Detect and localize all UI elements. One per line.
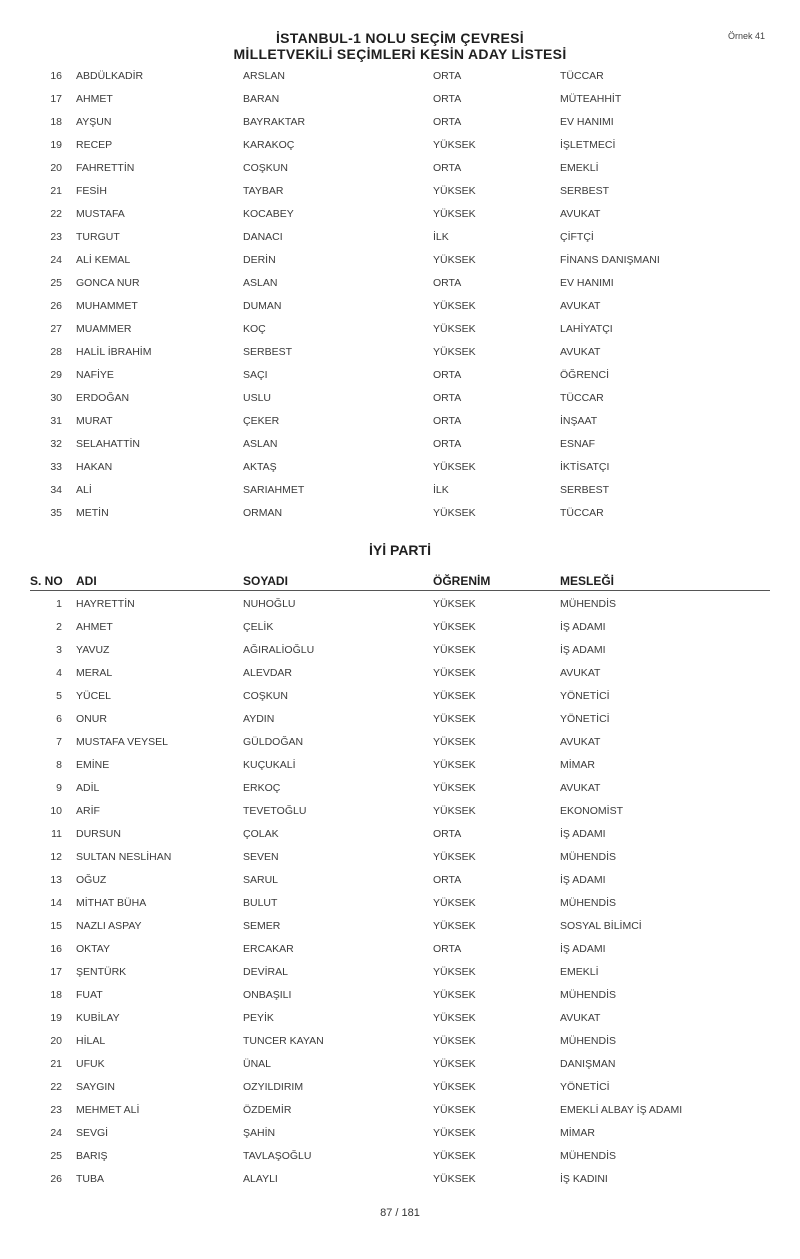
last-name: NUHOĞLU <box>243 598 296 610</box>
occupation: TÜCCAR <box>560 507 604 519</box>
row-number: 7 <box>56 736 62 748</box>
table-row <box>0 617 800 640</box>
row-number: 26 <box>50 300 62 312</box>
candidate-list-1 <box>0 66 800 526</box>
last-name: TUNCER KAYAN <box>243 1035 324 1047</box>
first-name: ADİL <box>76 782 100 794</box>
row-number: 23 <box>50 231 62 243</box>
education: YÜKSEK <box>433 1012 476 1024</box>
page-title-line2: MİLLETVEKİLİ SEÇİMLERİ KESİN ADAY LİSTESİ <box>233 46 567 62</box>
occupation: YÖNETİCİ <box>560 690 610 702</box>
occupation: İŞLETMECİ <box>560 139 616 151</box>
education: YÜKSEK <box>433 461 476 473</box>
first-name: AHMET <box>76 621 113 633</box>
first-name: SELAHATTİN <box>76 438 140 450</box>
last-name: ERKOÇ <box>243 782 281 794</box>
column-header-no: S. NO <box>30 574 63 588</box>
row-number: 33 <box>50 461 62 473</box>
first-name: HALİL İBRAHİM <box>76 346 152 358</box>
last-name: SEVEN <box>243 851 279 863</box>
occupation: YÖNETİCİ <box>560 713 610 725</box>
last-name: ÜNAL <box>243 1058 272 1070</box>
row-number: 14 <box>50 897 62 909</box>
first-name: ERDOĞAN <box>76 392 130 404</box>
occupation: MÜHENDİS <box>560 989 617 1001</box>
first-name: ALİ KEMAL <box>76 254 131 266</box>
occupation: İŞ ADAMI <box>560 943 606 955</box>
education: YÜKSEK <box>433 690 476 702</box>
occupation: MÜHENDİS <box>560 1035 617 1047</box>
occupation: İŞ ADAMI <box>560 644 606 656</box>
page-title-line1: İSTANBUL-1 NOLU SEÇİM ÇEVRESİ <box>275 30 524 46</box>
last-name: KOÇ <box>243 323 266 335</box>
table-row <box>0 870 800 893</box>
row-number: 17 <box>50 966 62 978</box>
row-number: 3 <box>56 644 62 656</box>
first-name: HAYRETTİN <box>76 598 135 610</box>
row-number: 22 <box>50 1081 62 1093</box>
row-number: 9 <box>56 782 62 794</box>
last-name: ASLAN <box>243 438 278 450</box>
last-name: BAYRAKTAR <box>243 116 306 128</box>
education: YÜKSEK <box>433 1127 476 1139</box>
last-name: ONBAŞILI <box>243 989 292 1001</box>
occupation: AVUKAT <box>560 346 601 358</box>
education: ORTA <box>433 116 462 128</box>
first-name: ALİ <box>76 484 92 496</box>
first-name: MEHMET ALİ <box>76 1104 140 1116</box>
education: YÜKSEK <box>433 1104 476 1116</box>
education: ORTA <box>433 415 462 427</box>
education: ORTA <box>433 438 462 450</box>
row-number: 22 <box>50 208 62 220</box>
table-row <box>0 319 800 342</box>
table-row <box>0 824 800 847</box>
first-name: TUBA <box>76 1173 105 1185</box>
first-name: ŞENTÜRK <box>76 966 127 978</box>
occupation: EKONOMİST <box>560 805 624 817</box>
row-number: 11 <box>51 828 62 840</box>
occupation: İŞ KADINI <box>560 1173 608 1185</box>
education: ORTA <box>433 369 462 381</box>
last-name: ALEVDAR <box>243 667 293 679</box>
education: YÜKSEK <box>433 920 476 932</box>
first-name: NAFİYE <box>76 369 114 381</box>
corner-label: Örnek 41 <box>727 31 765 41</box>
table-row <box>0 66 800 89</box>
occupation: ÖĞRENCİ <box>560 369 610 381</box>
row-number: 13 <box>50 874 62 886</box>
row-number: 16 <box>50 70 62 82</box>
first-name: MUSTAFA VEYSEL <box>76 736 169 748</box>
occupation: AVUKAT <box>560 1012 601 1024</box>
education: YÜKSEK <box>433 759 476 771</box>
table-row <box>0 388 800 411</box>
table-row <box>0 434 800 457</box>
education: YÜKSEK <box>433 736 476 748</box>
row-number: 16 <box>50 943 62 955</box>
row-number: 5 <box>56 690 62 702</box>
table-row <box>0 663 800 686</box>
first-name: MUHAMMET <box>76 300 138 312</box>
first-name: RECEP <box>76 139 113 151</box>
education: ORTA <box>433 277 462 289</box>
last-name: ORMAN <box>243 507 283 519</box>
last-name: BARAN <box>243 93 280 105</box>
first-name: TURGUT <box>76 231 120 243</box>
table-row <box>0 755 800 778</box>
occupation: EV HANIMI <box>560 277 614 289</box>
row-number: 1 <box>56 598 62 610</box>
education: YÜKSEK <box>433 598 476 610</box>
occupation: TÜCCAR <box>560 392 604 404</box>
education: YÜKSEK <box>433 300 476 312</box>
last-name: ARSLAN <box>243 70 286 82</box>
first-name: OKTAY <box>76 943 111 955</box>
first-name: YAVUZ <box>76 644 110 656</box>
last-name: KOCABEY <box>243 208 294 220</box>
occupation: AVUKAT <box>560 736 601 748</box>
first-name: AYŞUN <box>76 116 112 128</box>
occupation: SOSYAL BİLİMCİ <box>560 920 642 932</box>
row-number: 30 <box>50 392 62 404</box>
last-name: OZYILDIRIM <box>243 1081 304 1093</box>
first-name: ONUR <box>76 713 107 725</box>
last-name: PEYİK <box>243 1012 274 1024</box>
last-name: KARAKOÇ <box>243 139 295 151</box>
row-number: 15 <box>50 920 62 932</box>
table-row <box>0 296 800 319</box>
table-row <box>0 181 800 204</box>
education: YÜKSEK <box>433 782 476 794</box>
row-number: 19 <box>50 1012 62 1024</box>
last-name: AĞIRALİOĞLU <box>243 644 315 656</box>
row-number: 26 <box>50 1173 62 1185</box>
occupation: SERBEST <box>560 484 610 496</box>
row-number: 35 <box>50 507 62 519</box>
first-name: HAKAN <box>76 461 113 473</box>
row-number: 18 <box>50 989 62 1001</box>
row-number: 27 <box>50 323 62 335</box>
first-name: ARİF <box>76 805 100 817</box>
row-number: 24 <box>50 254 62 266</box>
first-name: HİLAL <box>76 1035 106 1047</box>
last-name: USLU <box>243 392 272 404</box>
column-header-meslegi: MESLEĞİ <box>560 574 615 588</box>
page-number: 87 / 181 <box>380 1207 420 1219</box>
last-name: GÜLDOĞAN <box>243 736 304 748</box>
table-row <box>0 594 800 617</box>
education: YÜKSEK <box>433 208 476 220</box>
table-row <box>0 1077 800 1100</box>
row-number: 34 <box>50 484 62 496</box>
first-name: NAZLI ASPAY <box>76 920 142 932</box>
first-name: UFUK <box>76 1058 105 1070</box>
table-row <box>0 503 800 526</box>
first-name: METİN <box>76 507 109 519</box>
row-number: 4 <box>56 667 62 679</box>
first-name: KUBİLAY <box>76 1012 120 1024</box>
education: YÜKSEK <box>433 805 476 817</box>
first-name: OĞUZ <box>76 874 107 886</box>
occupation: MİMAR <box>560 1127 595 1139</box>
last-name: KUÇUKALİ <box>243 759 296 771</box>
occupation: YÖNETİCİ <box>560 1081 610 1093</box>
occupation: EMEKLİ ALBAY İŞ ADAMI <box>560 1104 683 1116</box>
education: ORTA <box>433 70 462 82</box>
education: YÜKSEK <box>433 897 476 909</box>
occupation: ESNAF <box>560 438 596 450</box>
row-number: 20 <box>50 162 62 174</box>
first-name: SEVGİ <box>76 1127 109 1139</box>
table-row <box>0 1008 800 1031</box>
row-number: 19 <box>50 139 62 151</box>
candidate-list-2 <box>0 594 800 1192</box>
education: YÜKSEK <box>433 254 476 266</box>
row-number: 28 <box>50 346 62 358</box>
table-row <box>0 411 800 434</box>
table-row <box>0 480 800 503</box>
last-name: SAÇI <box>243 369 268 381</box>
last-name: ÇEKER <box>243 415 280 427</box>
table-row <box>0 1054 800 1077</box>
table-row <box>0 732 800 755</box>
first-name: YÜCEL <box>76 690 112 702</box>
table-row <box>0 1146 800 1169</box>
education: YÜKSEK <box>433 185 476 197</box>
table-row <box>0 801 800 824</box>
row-number: 25 <box>50 277 62 289</box>
row-number: 2 <box>56 621 62 633</box>
education: YÜKSEK <box>433 346 476 358</box>
table-row <box>0 89 800 112</box>
last-name: SARIAHMET <box>243 484 305 496</box>
education: YÜKSEK <box>433 644 476 656</box>
last-name: BULUT <box>243 897 278 909</box>
first-name: MUSTAFA <box>76 208 125 220</box>
table-row <box>0 158 800 181</box>
occupation: EMEKLİ <box>560 162 599 174</box>
table-row <box>0 227 800 250</box>
last-name: SARUL <box>243 874 279 886</box>
education: YÜKSEK <box>433 966 476 978</box>
first-name: FUAT <box>76 989 103 1001</box>
row-number: 21 <box>50 1058 62 1070</box>
last-name: TAYBAR <box>243 185 284 197</box>
occupation: AVUKAT <box>560 782 601 794</box>
table-row <box>0 112 800 135</box>
table-row <box>0 1169 800 1192</box>
occupation: EMEKLİ <box>560 966 599 978</box>
first-name: BARIŞ <box>76 1150 108 1162</box>
header-divider <box>30 590 770 591</box>
occupation: SERBEST <box>560 185 610 197</box>
row-number: 18 <box>50 116 62 128</box>
table-row <box>0 250 800 273</box>
occupation: FİNANS DANIŞMANI <box>560 254 660 266</box>
first-name: GONCA NUR <box>76 277 140 289</box>
table-row <box>0 778 800 801</box>
column-header-adi: ADI <box>76 574 97 588</box>
table-row <box>0 273 800 296</box>
table-row <box>0 640 800 663</box>
first-name: FESİH <box>76 185 107 197</box>
education: YÜKSEK <box>433 667 476 679</box>
occupation: İŞ ADAMI <box>560 874 606 886</box>
last-name: DEVİRAL <box>243 966 288 978</box>
occupation: ÇİFTÇİ <box>560 231 594 243</box>
row-number: 17 <box>50 93 62 105</box>
education: ORTA <box>433 943 462 955</box>
education: YÜKSEK <box>433 1150 476 1162</box>
education: İLK <box>433 484 449 496</box>
first-name: SAYGIN <box>76 1081 115 1093</box>
table-row <box>0 365 800 388</box>
occupation: İŞ ADAMI <box>560 828 606 840</box>
table-row <box>0 709 800 732</box>
party-heading: İYİ PARTİ <box>369 542 431 558</box>
last-name: ŞAHİN <box>243 1127 276 1139</box>
table-row <box>0 457 800 480</box>
last-name: ASLAN <box>243 277 278 289</box>
row-number: 25 <box>50 1150 62 1162</box>
education: ORTA <box>433 392 462 404</box>
occupation: AVUKAT <box>560 208 601 220</box>
occupation: MÜTEAHHİT <box>560 93 622 105</box>
first-name: MİTHAT BÜHA <box>76 897 147 909</box>
table-row <box>0 1031 800 1054</box>
last-name: ÇELİK <box>243 621 274 633</box>
row-number: 29 <box>50 369 62 381</box>
row-number: 10 <box>50 805 62 817</box>
education: YÜKSEK <box>433 1035 476 1047</box>
table-row <box>0 847 800 870</box>
first-name: MERAL <box>76 667 113 679</box>
education: İLK <box>433 231 449 243</box>
last-name: AYDIN <box>243 713 275 725</box>
education: ORTA <box>433 93 462 105</box>
education: YÜKSEK <box>433 851 476 863</box>
last-name: ÖZDEMİR <box>243 1104 292 1116</box>
education: YÜKSEK <box>433 621 476 633</box>
row-number: 31 <box>50 415 62 427</box>
table-row <box>0 893 800 916</box>
occupation: MÜHENDİS <box>560 851 617 863</box>
education: ORTA <box>433 874 462 886</box>
table-row <box>0 204 800 227</box>
first-name: AHMET <box>76 93 113 105</box>
row-number: 24 <box>50 1127 62 1139</box>
row-number: 23 <box>50 1104 62 1116</box>
row-number: 12 <box>50 851 62 863</box>
last-name: ERCAKAR <box>243 943 294 955</box>
last-name: AKTAŞ <box>243 461 277 473</box>
last-name: DUMAN <box>243 300 282 312</box>
education: YÜKSEK <box>433 989 476 1001</box>
table-row <box>0 1123 800 1146</box>
last-name: DANACI <box>243 231 283 243</box>
education: YÜKSEK <box>433 1058 476 1070</box>
table-row <box>0 1100 800 1123</box>
row-number: 6 <box>56 713 62 725</box>
first-name: EMİNE <box>76 759 110 771</box>
last-name: DERİN <box>243 254 276 266</box>
last-name: TEVETOĞLU <box>243 805 307 817</box>
column-header-ogrenim: ÖĞRENİM <box>433 574 491 588</box>
occupation: DANIŞMAN <box>560 1058 616 1070</box>
occupation: İŞ ADAMI <box>560 621 606 633</box>
education: YÜKSEK <box>433 507 476 519</box>
last-name: SERBEST <box>243 346 293 358</box>
last-name: ÇOLAK <box>243 828 279 840</box>
first-name: MUAMMER <box>76 323 132 335</box>
first-name: ABDÜLKADİR <box>76 70 144 82</box>
table-row <box>0 939 800 962</box>
education: YÜKSEK <box>433 323 476 335</box>
occupation: AVUKAT <box>560 667 601 679</box>
occupation: AVUKAT <box>560 300 601 312</box>
occupation: İKTİSATÇI <box>560 461 610 473</box>
occupation: MÜHENDİS <box>560 1150 617 1162</box>
last-name: ALAYLI <box>243 1173 278 1185</box>
column-header-row <box>0 572 800 592</box>
occupation: MÜHENDİS <box>560 598 617 610</box>
education: YÜKSEK <box>433 139 476 151</box>
table-row <box>0 342 800 365</box>
first-name: FAHRETTİN <box>76 162 135 174</box>
column-header-soyadi: SOYADI <box>243 574 288 588</box>
education: YÜKSEK <box>433 1173 476 1185</box>
education: ORTA <box>433 828 462 840</box>
row-number: 32 <box>50 438 62 450</box>
last-name: COŞKUN <box>243 690 288 702</box>
table-row <box>0 916 800 939</box>
occupation: EV HANIMI <box>560 116 614 128</box>
row-number: 21 <box>50 185 62 197</box>
occupation: LAHİYATÇI <box>560 323 613 335</box>
row-number: 20 <box>50 1035 62 1047</box>
row-number: 8 <box>56 759 62 771</box>
first-name: DURSUN <box>76 828 121 840</box>
occupation: TÜCCAR <box>560 70 604 82</box>
table-row <box>0 985 800 1008</box>
last-name: COŞKUN <box>243 162 288 174</box>
last-name: SEMER <box>243 920 281 932</box>
occupation: MÜHENDİS <box>560 897 617 909</box>
first-name: SULTAN NESLİHAN <box>76 851 172 863</box>
occupation: İNŞAAT <box>560 415 598 427</box>
last-name: TAVLAŞOĞLU <box>243 1150 312 1162</box>
education: ORTA <box>433 162 462 174</box>
table-row <box>0 686 800 709</box>
occupation: MİMAR <box>560 759 595 771</box>
first-name: MURAT <box>76 415 113 427</box>
education: YÜKSEK <box>433 713 476 725</box>
table-row <box>0 962 800 985</box>
table-row <box>0 135 800 158</box>
education: YÜKSEK <box>433 1081 476 1093</box>
